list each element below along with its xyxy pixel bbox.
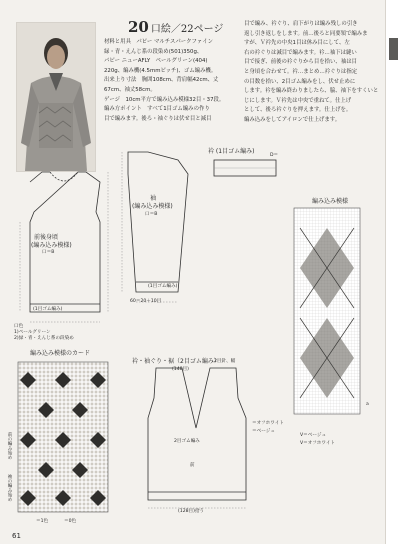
text-line: 緑・青・えんじ系の段染め(501)350g、 — [104, 48, 203, 55]
sleeve-subtitle: (編み込み模様) — [132, 203, 173, 210]
text-line: 編み込みをしてアイロンで仕上げます。 — [244, 116, 341, 123]
argyle-marker: a — [366, 402, 369, 407]
sleeve-title: 袖 — [150, 195, 157, 202]
text-line: 返し引き返しをします。前…後ろと同要領で編みま — [244, 30, 368, 37]
text-line: 出来上り寸法 胸囲108cm、背肩幅42cm、丈 — [104, 77, 219, 84]
pattern-card-title: 編み込み模様のカード — [30, 350, 91, 357]
text-line: じにします。Ｖ衿先は中央で重ねて。仕上げ — [244, 97, 352, 104]
text-line: します。衿を編み終わりましたら、脇、袖下をすくいと — [244, 88, 379, 95]
vest-title: 衿・袖ぐり・裾（2目ゴム編み） — [132, 358, 220, 365]
argyle-chart-title: 編み込み模様 — [312, 198, 349, 205]
card-foot-a: ＝1色 — [36, 519, 49, 524]
text-line: 220g、編み機(4.5mmピッチ)、ゴム編み機。 — [104, 67, 217, 74]
body-rib-label: (1目ゴム編み) — [33, 307, 63, 312]
page-edge-tab — [389, 38, 398, 60]
instructions-left-column — [104, 38, 224, 124]
adjacent-page-edge — [385, 0, 400, 544]
vest-note: 2目針、幅 — [214, 359, 236, 364]
instructions-right-column — [244, 20, 378, 126]
vest-top-label: (148目) — [172, 367, 189, 372]
vest-bottom-label: (128目)拾う — [178, 509, 205, 514]
text-line: 目で接ぎ、前後の衿ぐりから目を拾い、袖は目 — [244, 59, 357, 66]
text-line: 材料と用具 パピー マルチスパークファイン — [104, 39, 213, 45]
body-subtitle: (編み込み模様) — [31, 242, 72, 249]
text-line: 目で編みます。後ろ・袖ぐりは伏せ目と減目 — [104, 115, 212, 122]
model-illustration — [17, 23, 95, 171]
text-line: として、後ろ衿ぐりを押えます。仕上げを。 — [244, 107, 352, 114]
text-line: と身頃を合わせて。衿…まとめ…衿ぐりは指定 — [244, 68, 358, 75]
sleeve-gauge: 口＝B — [145, 212, 158, 217]
page-number: 61 — [12, 532, 21, 540]
sleeve-rib-label: (1目ゴム編み) — [148, 284, 178, 289]
model-photo — [16, 22, 96, 172]
legend-beige: ＝ベージュ — [252, 429, 275, 434]
body-title: 前後身頃 — [34, 234, 59, 241]
pattern-title — [128, 18, 223, 36]
card-foot-b: ＝0色 — [64, 519, 77, 524]
text-line: 編み方ポイント すべて1目ゴム編みの作り — [104, 106, 210, 113]
pattern-number: 20 — [128, 18, 149, 36]
collar-title: 衿 (1目ゴム編み) — [208, 148, 255, 155]
text-line: すが、Ｖ衿先の中央1目は休み目にして、左 — [244, 40, 350, 47]
collar-strip — [214, 158, 282, 182]
pattern-card — [18, 362, 112, 522]
sleeve-rib-width: 60＝20＋10目 — [130, 299, 162, 304]
text-line: パピー ニューAFLY ペールグリーン(404) — [104, 58, 208, 65]
body-schematic — [20, 172, 120, 342]
vest-hem-label: 前 — [190, 463, 195, 468]
kuchie-reference: 口絵／22ページ — [150, 24, 224, 35]
text-line: 目で編み、衿ぐり、肩下がりは編み残しの引き — [244, 21, 358, 27]
card-side-label-top: 前の編み始め — [7, 432, 12, 460]
legend-offwhite: ＝オフホワイト — [252, 421, 284, 426]
argyle-chart — [294, 208, 364, 420]
card-side-label-bottom: 袖の編み始め — [7, 474, 12, 502]
vest-neck-label: 2目ゴム編み — [174, 439, 200, 444]
collar-d-label: D＝ — [270, 153, 279, 158]
body-color-notes: 口色 1)ペールグリーン 2)緑・青・えんじ系の段染め — [14, 324, 74, 341]
legend-v-offwhite: V＝オフホワイト — [300, 441, 336, 446]
body-gauge: 口＝B — [42, 250, 55, 255]
text-line: 右の衿ぐりは減目で編みます。衿…袖下は縫い — [244, 49, 357, 56]
text-line: 67cm、袖丈58cm。 — [104, 86, 156, 93]
text-line: ゲージ 10cm平方で編み込み模様32目・37段。 — [104, 96, 225, 103]
legend-v-beige: V＝ベージュ — [300, 433, 326, 438]
text-line: の目数を拾い、2目ゴム編みをし、伏せ止めに — [244, 78, 356, 85]
